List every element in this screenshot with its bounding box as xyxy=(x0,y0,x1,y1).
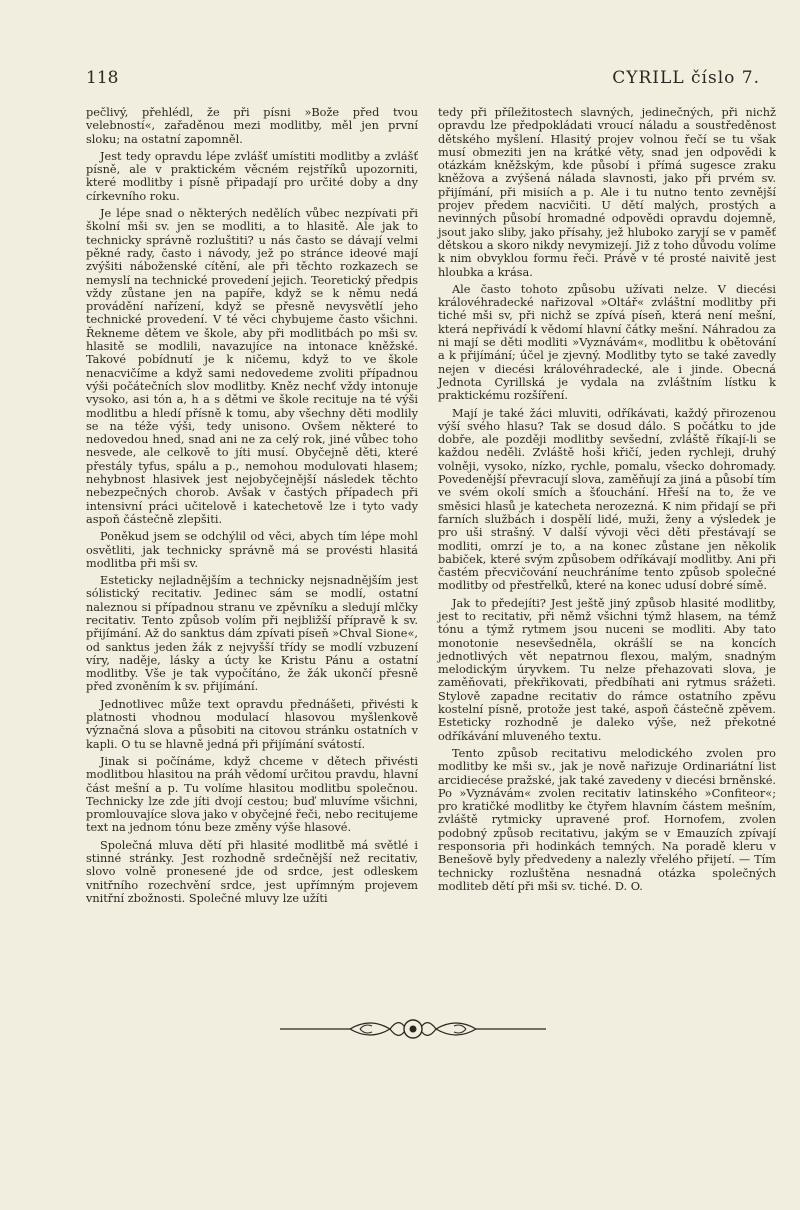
paragraph: Poněkud jsem se odchýlil od věci, abych tím lépe mohl osvětliti, jak technicky správně má se provésti hlasitá modlitba při mši sv. xyxy=(86,530,418,570)
paragraph: Mají je také žáci mluviti, odříkávati, každý přirozenou výší svého hlasu? Tak se dosud dálo. S počátku to jde dobře, ale později modlitby sevšední, zvláště říkají-li se každou neděli. Zvláště hoši křičí, jeden rychleji, druhý volněji, vysoko, nízko, rychle, pomalu, všecko dohromady. Povedenější převracují slova, zaměňují za jiná a působí tím ve svém okolí smích a šťouchání. Hřeší na to, že ve směsici hlasů je katecheta nerozezná. K nim přidají se při farních službách i dospělí lidé, muži, ženy a výsledek je pro uši strašný. V další vývoji věci děti přestávají se modliti, omrzí je to, a na konec zůstane jen několik babiček, které svým způsobem odříkávají modlitby. Ani při častém přecvičování neuchráníme tento způsob společné modlitby od přestřelků, které na konec udusí dobré símě. xyxy=(438,406,776,593)
left-column xyxy=(86,106,418,909)
decorative-divider xyxy=(280,1012,546,1046)
paragraph: Společná mluva dětí při hlasité modlitbě má světlé i stinné stránky. Jest rozhodně srdečnější než recitativ, slovo volně pronesené jde od srdce, jest odleskem vnitřního rozechvění srdce, jest upřímným projevem vnitřní zbožnosti. Společné mluvy lze užíti xyxy=(86,838,418,905)
paragraph: Jak to předejíti? Jest ještě jiný způsob hlasité modlitby, jest to recitativ, při němž všichni týmž hlasem, na témž tónu a týmž rytmem jsou nuceni se modliti. Aby tato monotonie nesevšedněla, okrášlí se na koncích jednotlivých vět nepatrnou flexou, malým, snadným melodickým úryvkem. Tu nelze přehazovati slova, je zaměňovati, překřikovati, předbíhati ani rytmus srážeti. Stylově zapadne recitativ do rámce ostatního zpěvu kostelní písně, protože jest také, aspoň částečně zpěvem. Esteticky rozhodně je daleko výše, než překotné odříkávání mluveného textu. xyxy=(438,596,776,743)
paragraph: Esteticky nejladnějším a technicky nejsnadnějším jest sólistický recitativ. Jedinec sám se modlí, ostatní naleznou si případnou stranu ve zpěvníku a sledují mlčky recitativ. Tento způsob volím při nejbližší přípravě k sv. přijímání. Až do sanktus dám zpívati píseň »Chval Sione«, od sanktus jeden žák z nejvyšší třídy se modlí vzbuzení víry, naděje, lásky a úcty ke Kristu Pánu a ostatní modlitby. Vše je tak vypočítáno, že žák ukončí přesně před zvoněním k sv. přijímání. xyxy=(86,574,418,694)
right-column xyxy=(438,106,776,897)
paragraph: Jest tedy opravdu lépe zvlášť umístiti modlitby a zvlášť písně, ale v praktickém věcném rejstříků upozorniti, které modlitby i písně připadají pro určité doby a dny církevního roku. xyxy=(86,149,418,203)
page-header xyxy=(86,68,760,94)
paragraph: Tento způsob recitativu melodického zvolen pro modlitby ke mši sv., jak je nově nařizuje Ordinariátní list arcidiecése pražské, jak také zavedeny v diecési brněnské. Po »Vyznávám« zvolen recitativ latinského »Confiteor«; pro kratičké modlitby ke čtyřem hlavním částem mešním, zvláště rytmicky upravené prof. Hornofem, zvolen podobný způsob recitativu, jakým se v Emauzích zpívají responsoria při hodinkách temných. Na poradě kleru v Benešově byly předvedeny a nalezly vřelého přijetí. — Tím technicky rozluštěna nesnadná otázka společných modliteb dětí při mši sv. tiché. D. O. xyxy=(438,746,776,893)
paragraph: Je lépe snad o některých nedělích vůbec nezpívati při školní mši sv. jen se modliti, a to hlasitě. Ale jak to technicky správně rozluštiti? u nás často se dávají velmi pěkné rady, často i návody, jež po stránce ideové mají zvýšiti náboženské cítění, ale při těchto rozkazech se nemyslí na technické provedení jejich. Teoretický předpis vždy zůstane jen na papíře, když se k němu nedá provádění nařízení, když se přesně nevysvětlí jeho technické provedení. V té věci chybujeme často všichni. Řekneme dětem ve škole, aby při modlitbách po mši sv. hlasitě se modlili, navazujíce na intonace kněžské. Takové pobídnutí je k ničemu, když to ve škole nenacvičíme a když sami nedovedeme zvoliti případnou výši počátečních slov modlitby. Kněz nechť vždy intonuje vysoko, asi tón a, h a s dětmi ve škole recituje na té výši modlitbu a hledí přísně k tomu, aby všechny děti modlily se na téže výši, tedy unisono. Ovšem některé to nedovedou hned, snad ani ne za celý rok, jiné vůbec toho nesvede, ale celkově to jíti musí. Obyčejně děti, které přestály tyfus, spálu a p., nemohou modulovati hlasem; nehybnost hlasivek jest nejobyčejnější následek těchto nebezpečných chorob. Avšak v častých případech při intensivní práci učitelově i katechetově lze i tyto vady aspoň částečně zlepšiti. xyxy=(86,207,418,526)
paragraph: pečlivý, přehlédl, že při písni »Bože před tvou velebností«, zařaděnou mezi modlitby, měl jen první sloku; na ostatní zapomněl. xyxy=(86,106,418,146)
paragraph: Jednotlivec může text opravdu přednášeti, přivésti k platnosti vhodnou modulací hlasovou myšlenkově význačná slova a působiti na citovou stránku ostatních v kapli. O tu se hlavně jedná při přijímání svátostí. xyxy=(86,697,418,751)
paragraph: tedy při příležitostech slavných, jedinečných, při nichž opravdu lze předpokládati vroucí náladu a soustředěnost dětského myšlení. Hlasitý projev volnou řečí se tu však musí obmeziti jen na krátké věty, snad jen odpovědi k otázkám kněžským, kde působí i přímá sugesce zraku kněžova a zvýšená nálada slavnosti, jako při prvém sv. přijímání, při misiích a p. Ale i tu nutno tento zevnější projev předem nacvičiti. U dětí malých, prostých a nevinných působí hromadné odpovědi opravdu dojemně, jsout jako sliby, jako přísahy, jež hluboko zaryjí se v paměť dětskou a skoro nikdy nevymizejí. Již z toho důvodu volíme k nim obvyklou formu řeči. Právě v té prosté naivitě jest hloubka a krása. xyxy=(438,106,776,279)
journal-title: CYRILL číslo 7. xyxy=(612,68,760,88)
paragraph: Jinak si počínáme, když chceme v dětech přivésti modlitbou hlasitou na práh vědomí určitou pravdu, hlavní část mešní a p. Tu volíme hlasitou modlitbu společnou. Technicky lze zde jíti dvojí cestou; buď mluvíme všichni, promlouvajíce slova jako v obyčejné řeči, nebo recitujeme text na jednom tónu beze změny výše hlasové. xyxy=(86,754,418,835)
page-number: 118 xyxy=(86,68,119,88)
paragraph: Ale často tohoto způsobu užívati nelze. V diecési královéhradecké nařizoval »Oltář« zvláštní modlitby při tiché mši sv, při nichž se zpívá píseň, která není mešní, která nepřivádí k vědomí hlavní čátky mešní. Náhradou za ni mají se děti modliti »Vyznávám«, modlitbu k obětování a k přijímání; účel je zjevný. Modlitby tyto se také zavedly nejen v diecési královéhradecké, ale i jinde. Obecná Jednota Cyrillská je vydala na zvláštním lístku k praktickému rozšíření. xyxy=(438,282,776,403)
